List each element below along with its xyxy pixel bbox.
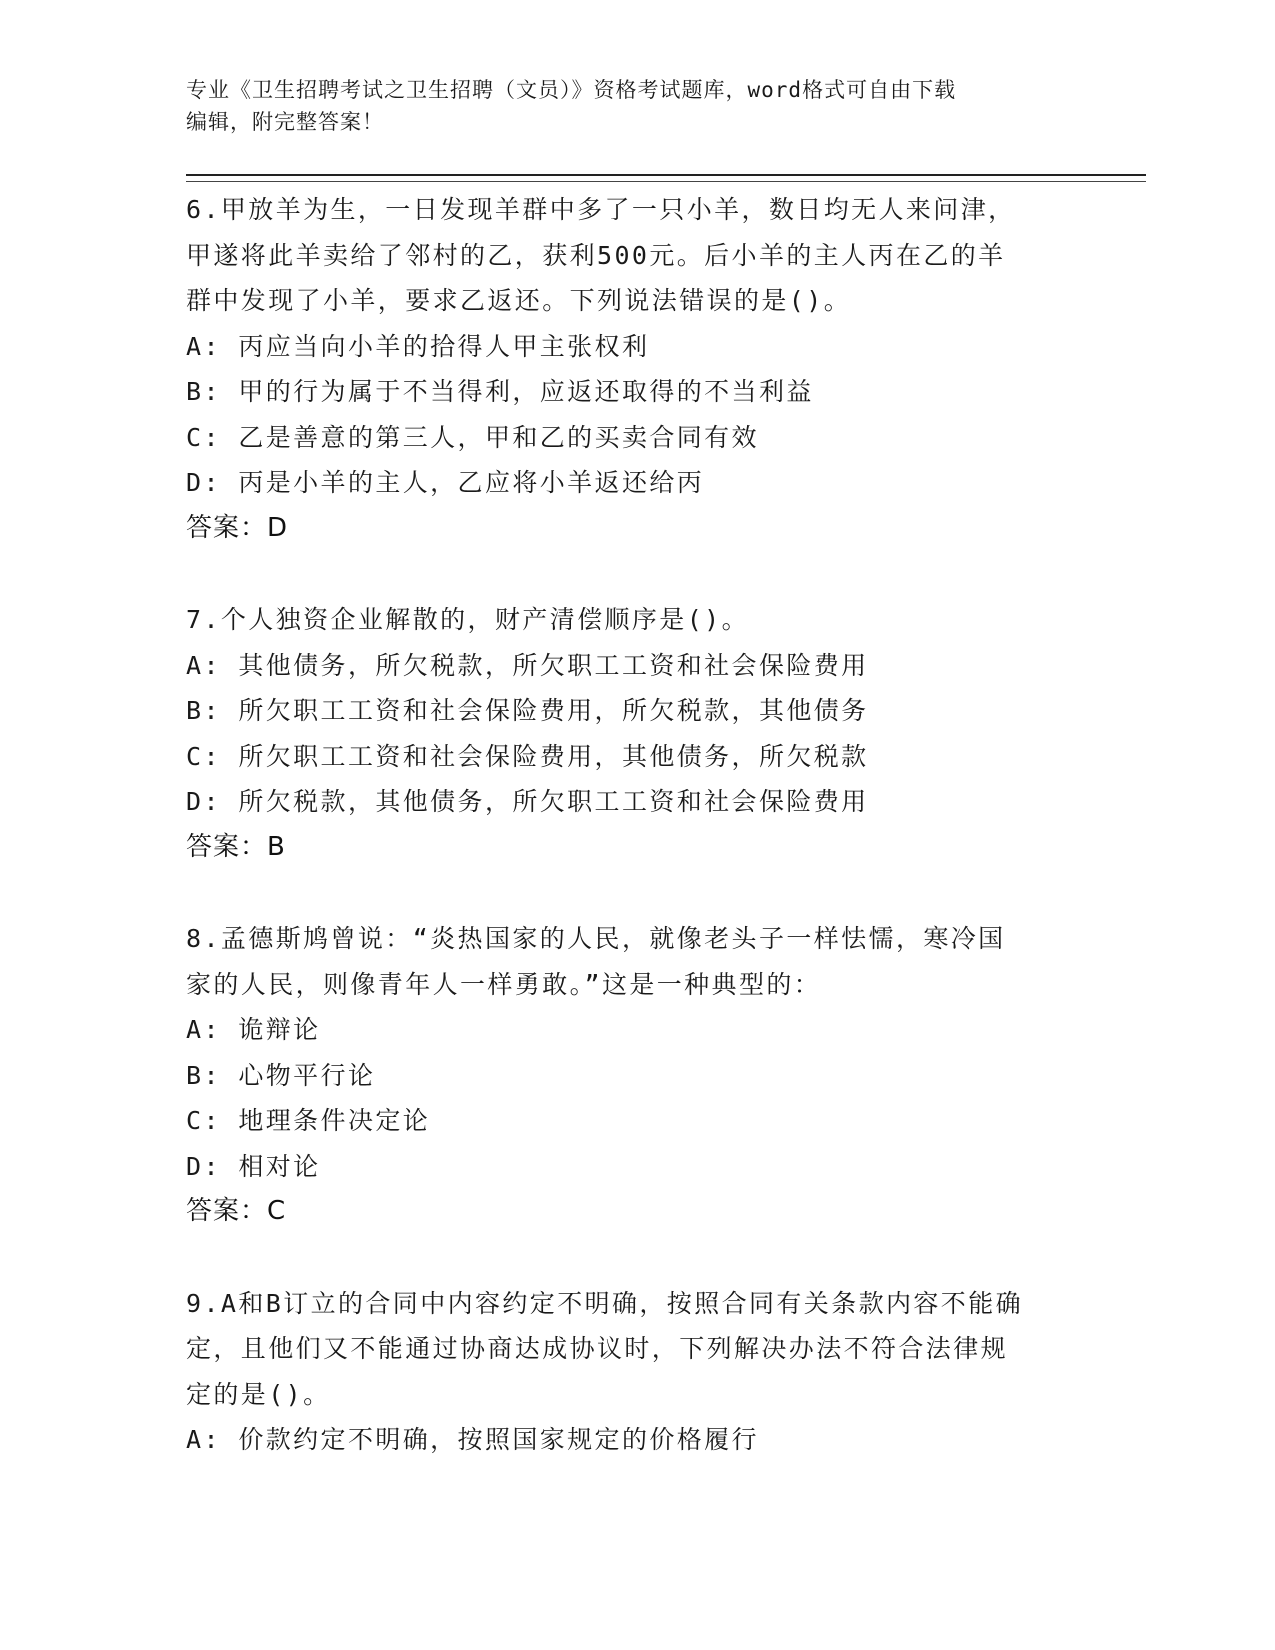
option-a: A: 价款约定不明确，按照国家规定的价格履行: [186, 1425, 759, 1454]
option-d: D: 所欠税款，其他债务，所欠职工工资和社会保险费用: [186, 787, 869, 816]
question-stem-line: 家的人民，则像青年人一样勇敢。”这是一种典型的：: [186, 969, 822, 999]
option-b: B: 心物平行论: [186, 1060, 376, 1090]
option-a: A: 诡辩论: [186, 1015, 321, 1044]
question-stem-line: 6.甲放羊为生，一日发现羊群中多了一只小羊，数日均无人来问津，: [186, 195, 1016, 224]
header-divider-thick: [186, 174, 1146, 176]
option-a: A: 其他债务，所欠税款，所欠职工工资和社会保险费用: [186, 650, 869, 680]
question-stem-line: 群中发现了小羊，要求乙返还。下列说法错误的是()。: [186, 286, 852, 315]
option-b: B: 甲的行为属于不当得利，应返还取得的不当利益: [186, 377, 814, 406]
question-6: [186, 187, 1086, 551]
question-7: [186, 597, 1086, 870]
question-stem-line: 9.A和B订立的合同中内容约定不明确，按照合同有关条款内容不能确: [186, 1288, 1024, 1318]
question-9: [186, 1281, 1086, 1463]
answer-label: 答案：B: [186, 831, 286, 862]
option-b: B: 所欠职工工资和社会保险费用，所欠税款，其他债务: [186, 696, 869, 725]
question-list: [186, 187, 1086, 1509]
question-stem-line: 定的是()。: [186, 1379, 331, 1409]
header-intro-line-2: 编辑，附完整答案！: [186, 110, 384, 134]
answer-label: 答案：C: [186, 1196, 287, 1226]
question-stem-line: 定，且他们又不能通过协商达成协议时，下列解决办法不符合法律规: [186, 1334, 1009, 1363]
option-c: C: 乙是善意的第三人，甲和乙的买卖合同有效: [186, 422, 759, 452]
question-8: [186, 916, 1086, 1235]
question-stem-line: 8.孟德斯鸠曾说：“炎热国家的人民，就像老头子一样怯懦，寒冷国: [186, 924, 1006, 953]
option-d: D: 相对论: [186, 1151, 321, 1181]
option-c: C: 地理条件决定论: [186, 1106, 431, 1135]
answer-label: 答案：D: [186, 512, 289, 543]
question-stem-line: 7.个人独资企业解散的，财产清偿顺序是()。: [186, 605, 750, 634]
option-d: D: 丙是小羊的主人，乙应将小羊返还给丙: [186, 468, 705, 497]
question-stem-line: 甲遂将此羊卖给了邻村的乙，获利500元。后小羊的主人丙在乙的羊: [186, 240, 1006, 270]
option-a: A: 丙应当向小羊的拾得人甲主张权利: [186, 331, 650, 361]
header-divider-thin: [186, 181, 1146, 182]
header-intro-line-1: 专业《卫生招聘考试之卫生招聘（文员）》资格考试题库，word格式可自由下载: [186, 78, 957, 102]
option-c: C: 所欠职工工资和社会保险费用，其他债务，所欠税款: [186, 741, 869, 771]
document-header: [186, 74, 1086, 138]
